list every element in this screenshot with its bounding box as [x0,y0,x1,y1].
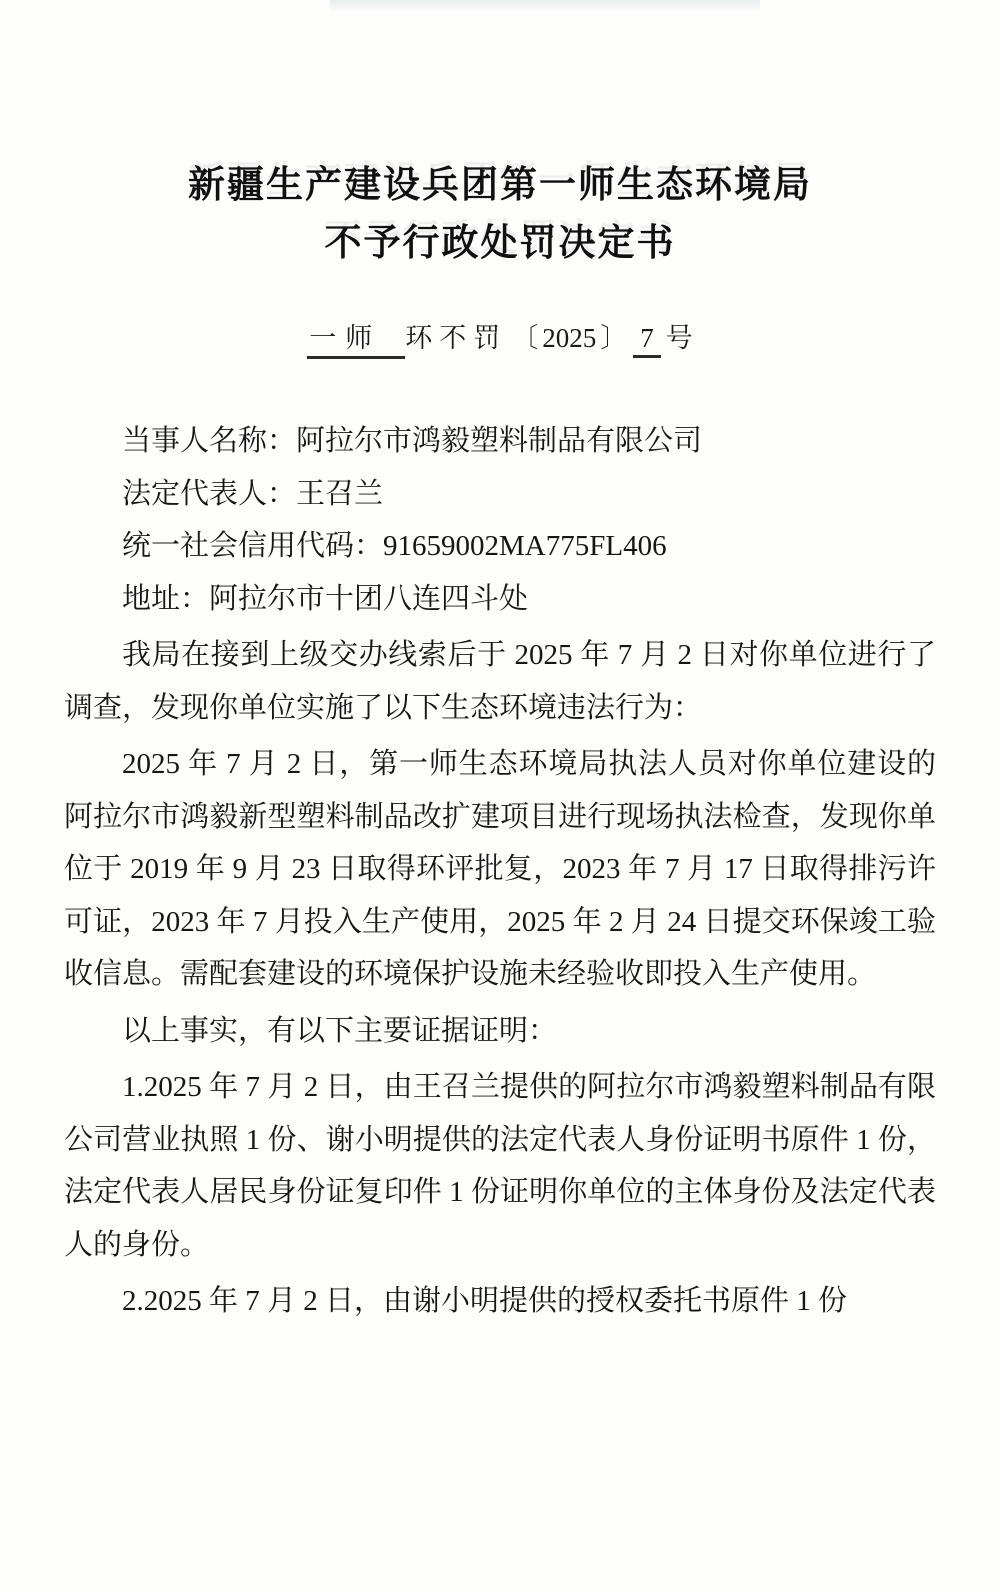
address-line: 地址：阿拉尔市十团八连四斗处 [122,582,529,615]
title-line-1: 新疆生产建设兵团第一师生态环境局 [188,164,812,205]
paragraph-investigation-intro: 我局在接到上级交办线索后于 2025 年 7 月 2 日对你单位进行了调查，发现你单位实施了以下生态环境违法行为： [64,639,936,724]
document-title [0,0,1000,272]
doc-number-issuer: 一师 [307,316,405,359]
party-name-line: 当事人名称：阿拉尔市鸿毅塑料制品有限公司 [122,425,703,457]
doc-number-bracket-close: 〕 [600,323,628,353]
paragraph-evidence-item-2: 2.2025 年 7 月 2 日，由谢小明提供的授权委托书原件 1 份 [122,1285,848,1317]
paragraph-evidence-intro: 以上事实，有以下主要证据证明： [122,1014,558,1047]
paragraph-evidence-item-1: 1.2025 年 7 月 2 日，由王召兰提供的阿拉尔市鸿毅塑料制品有限公司营业执照 1 份、谢小明提供的法定代表人身份证明书原件 1 份，法定代表人居民身份证复印件 1 份证明你单位的主体身份及法定代表人的身份。 [64,1071,936,1261]
document-number [0,316,1000,359]
title-line-2: 不予行政处罚决定书 [324,222,676,263]
doc-number-year: 2025 [542,323,597,353]
doc-number-suffix: 号 [665,323,693,353]
paragraph-violation-facts: 2025 年 7 月 2 日，第一师生态环境局执法人员对你单位建设的阿拉尔市鸿毅新型塑料制品改扩建项目进行现场执法检查，发现你单位于 2019 年 9 月 23 日取得环评批复，2023 年 7 月 17 日取得排污许可证，2023 年 7 月投入生产使用，2025 年 2 月 24 日提交环保竣工验收信息。需配套建设的环境保护设施未经验收即投入生产使用。 [64,748,936,990]
credit-code-line: 统一社会信用代码：91659002MA775FL406 [122,530,667,562]
doc-number-serial: 7 [633,323,661,358]
doc-number-bracket-open: 〔 [511,323,539,353]
document-body [64,415,936,1328]
legal-representative-line: 法定代表人：王召兰 [122,477,384,510]
doc-number-label: 环不罚 [405,323,508,353]
